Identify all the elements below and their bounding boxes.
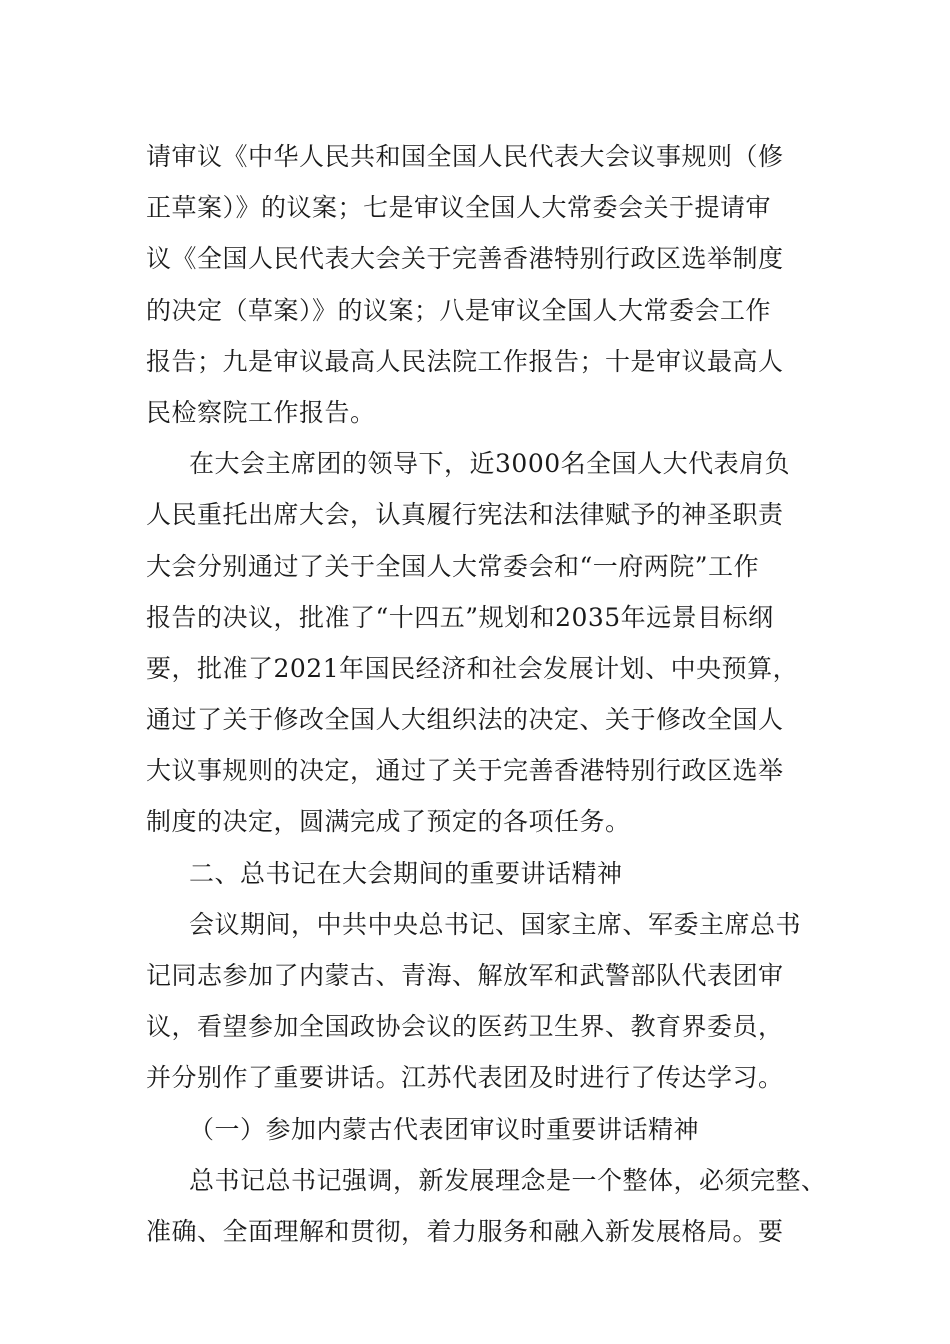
paragraph-line: 准确、全面理解和贯彻，着力服务和融入新发展格局。要	[146, 1216, 784, 1246]
paragraph-line: 并分别作了重要讲话。江苏代表团及时进行了传达学习。	[146, 1063, 784, 1093]
paragraph-line: 报告的决议，批准了“十四五”规划和2035年远景目标纲	[146, 602, 774, 632]
paragraph-line: 的决定（草案）》的议案；八是审议全国人大常委会工作	[146, 295, 772, 325]
paragraph-line: 议，看望参加全国政协会议的医药卫生界、教育界委员，	[146, 1012, 784, 1042]
paragraph-line: 制度的决定，圆满完成了预定的各项任务。	[146, 807, 631, 837]
paragraph-line: 在大会主席团的领导下，近3000名全国人大代表肩负	[189, 449, 791, 479]
paragraph-line: 大议事规则的决定，通过了关于完善香港特别行政区选举	[146, 756, 784, 786]
document-body	[146, 131, 836, 1257]
paragraph-line: 总书记总书记强调，新发展理念是一个整体，必须完整、	[189, 1165, 827, 1195]
paragraph-line: 议《全国人民代表大会关于完善香港特别行政区选举制度	[146, 244, 784, 274]
subsection-heading: （一）参加内蒙古代表团审议时重要讲话精神	[189, 1114, 700, 1144]
paragraph-line: 请审议《中华人民共和国全国人民代表大会议事规则（修	[146, 142, 784, 171]
paragraph-line: 通过了关于修改全国人大组织法的决定、关于修改全国人	[146, 705, 784, 735]
paragraph-line: 记同志参加了内蒙古、青海、解放军和武警部队代表团审	[146, 961, 784, 990]
paragraph-line: 正草案）》的议案；七是审议全国人大常委会关于提请审	[146, 193, 772, 223]
paragraph-line: 大会分别通过了关于全国人大常委会和“一府两院”工作	[146, 551, 760, 581]
paragraph-line: 报告；九是审议最高人民法院工作报告；十是审议最高人	[146, 346, 784, 376]
paragraph-line: 人民重托出席大会，认真履行宪法和法律赋予的神圣职责	[146, 500, 784, 530]
paragraph-line: 要，批准了2021年国民经济和社会发展计划、中央预算，	[146, 653, 799, 683]
paragraph-line: 会议期间，中共中央总书记、国家主席、军委主席总书	[189, 909, 802, 939]
section-heading: 二、总书记在大会期间的重要讲话精神	[189, 858, 623, 888]
paragraph-line: 民检察院工作报告。	[146, 397, 376, 427]
